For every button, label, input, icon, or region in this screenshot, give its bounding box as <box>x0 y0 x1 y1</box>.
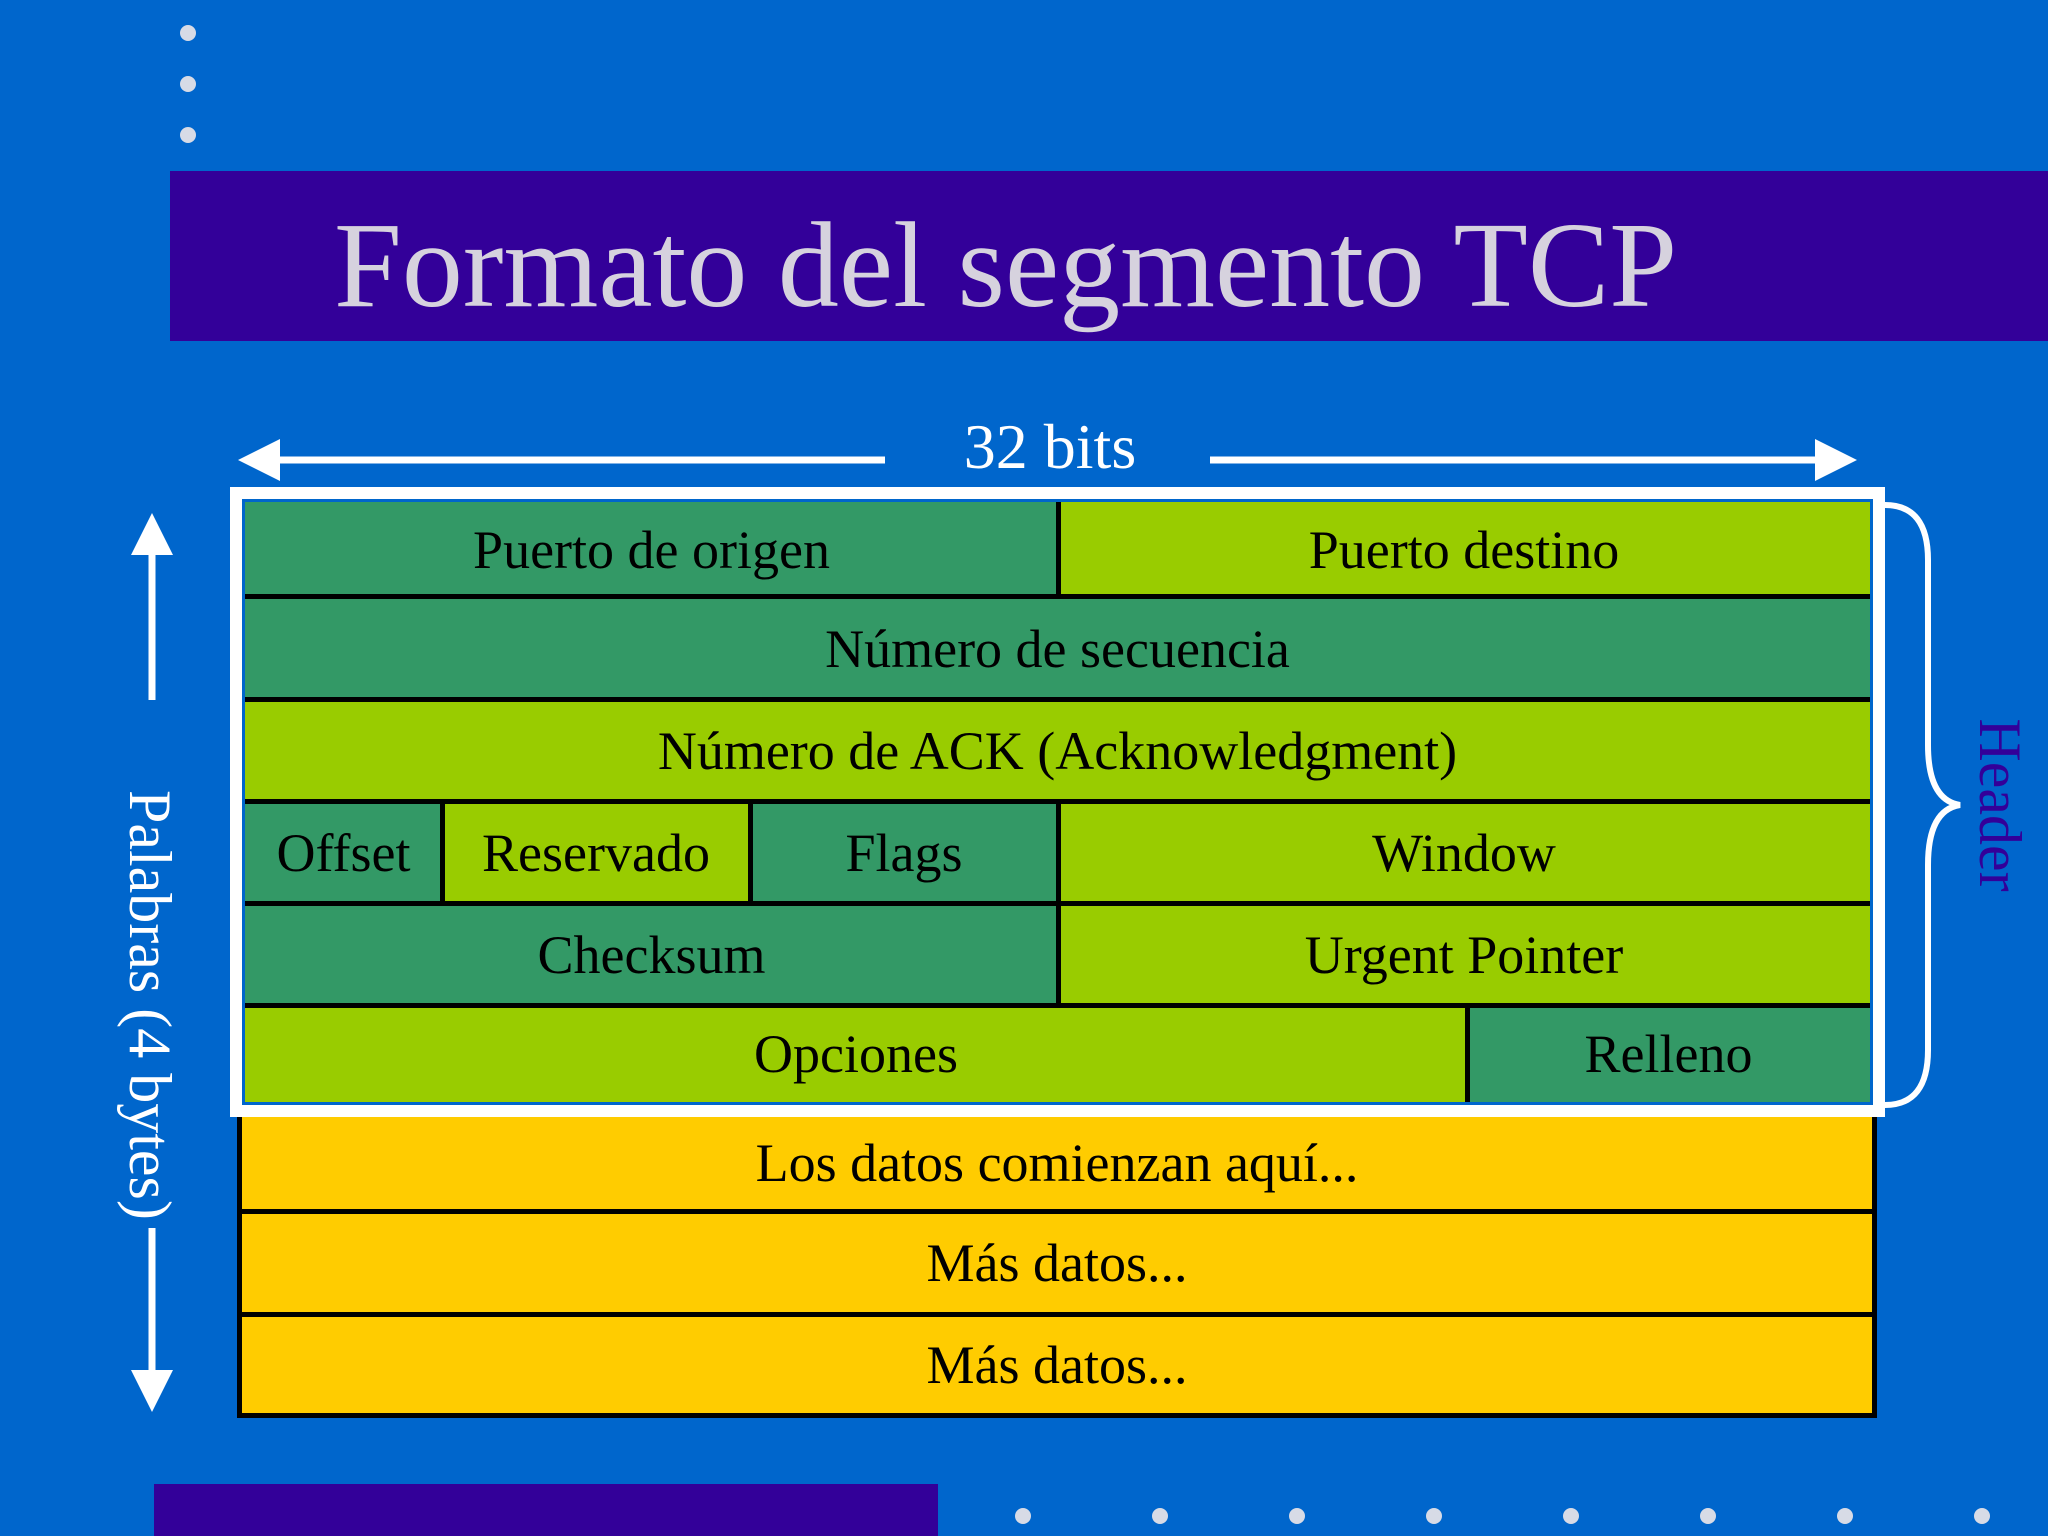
decor-dot <box>1974 1508 1990 1524</box>
header-label: Header <box>1967 718 2033 892</box>
field-label: Offset <box>276 823 411 883</box>
decor-dot <box>1700 1508 1716 1524</box>
field-label: Número de secuencia <box>825 619 1290 679</box>
field-label: Puerto destino <box>1308 520 1620 580</box>
field-label: Window <box>1372 823 1556 883</box>
decor-dot <box>1289 1508 1305 1524</box>
bottom-band <box>154 1484 938 1536</box>
header-brace <box>1885 505 1960 1105</box>
field-label: Puerto de origen <box>473 520 830 580</box>
decor-dot <box>1015 1508 1031 1524</box>
field-label: Relleno <box>1584 1024 1753 1084</box>
slide-title: Formato del segmento TCP <box>334 198 1678 333</box>
field-label: Reservado <box>482 823 710 883</box>
words-label: Palabras (4 bytes) <box>117 790 183 1220</box>
field-label: Opciones <box>754 1024 958 1084</box>
data-row-label: Los datos comienzan aquí... <box>755 1133 1359 1193</box>
field-label: Flags <box>845 823 963 883</box>
data-row-label: Más datos... <box>926 1233 1188 1293</box>
decor-dot <box>1426 1508 1442 1524</box>
field-label: Número de ACK (Acknowledgment) <box>657 721 1458 781</box>
data-row-label: Más datos... <box>926 1335 1188 1395</box>
decor-dot <box>1563 1508 1579 1524</box>
decor-dot <box>1837 1508 1853 1524</box>
field-label: Urgent Pointer <box>1304 925 1624 985</box>
bits-width-label: 32 bits <box>963 411 1137 482</box>
field-label: Checksum <box>537 925 766 985</box>
decor-dot <box>1152 1508 1168 1524</box>
